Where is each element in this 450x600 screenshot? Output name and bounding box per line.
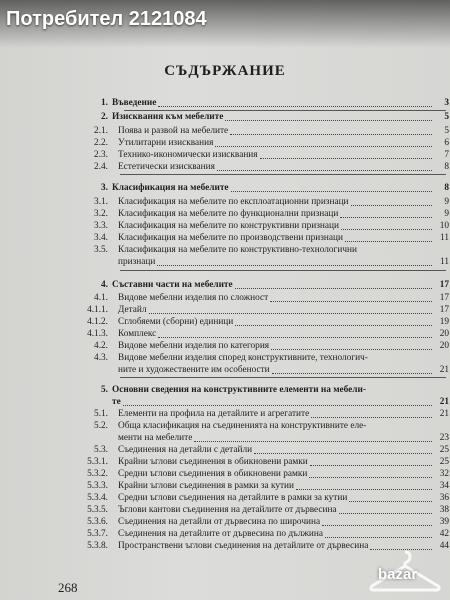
toc-entry-title: Естетически изисквания [118,162,215,172]
toc-entry-title: Класификация на мебелите [112,183,229,193]
toc-entry [0,196,450,208]
toc-entry [0,420,450,432]
toc-entry-number: 2.1. [94,126,108,136]
toc-entry-title: Пространствени ъглови съединения на детайлите от дървесина [118,541,369,551]
toc-entry-page: 17 [439,293,449,303]
toc-entry-title: Класификация на мебелите по производствени признаци [118,233,343,243]
toc-entry-number: 5.3.4. [87,493,108,503]
toc-entry [0,232,450,244]
toc-entry-number: 5.3. [94,445,108,455]
toc-entry-page: 20 [439,341,449,351]
toc-entry [0,304,450,316]
toc-entry-page: 11 [440,233,449,243]
toc-entry-title: Обща класификация на съединенията на конструктивните еле- [118,421,367,431]
toc-entry-number: 3.5. [94,245,108,255]
toc-entry-title: Съединения на детайли с детайли [118,445,253,455]
toc-entry-title: Видове мебелни изделия по сложност [118,293,269,303]
toc-entry [0,468,450,480]
toc-entry [0,480,450,492]
toc-entry-page: 8 [444,183,449,193]
toc-entry-number: 5. [101,385,108,395]
user-watermark: Потребител 2121084 [6,8,207,30]
toc-entry-page: 19 [439,317,449,327]
toc-entry-number: 4.1. [94,293,108,303]
toc-entry [0,279,450,291]
toc-entry [0,161,450,173]
toc-entry [0,492,450,504]
toc-entry-number: 3.1. [94,197,108,207]
toc-entry-page: 23 [439,433,449,443]
toc-entry [0,137,450,149]
toc-entry-number: 2. [101,112,108,122]
toc-entry-page: 8 [444,162,449,172]
toc-entry [0,256,450,268]
toc-entry-page: 42 [439,529,449,539]
toc-entry-title: Видове мебелни изделия според конструктивните, технологич- [118,353,368,363]
toc-entry-number: 2.3. [94,150,108,160]
toc-entry-page: 20 [439,329,449,339]
toc-entry [0,97,450,109]
toc-entry [0,220,450,232]
toc-entry [0,528,450,540]
toc-entry-title: Съединения на детайли от дървесина по широчина [118,517,321,527]
section-rule [120,270,446,271]
toc-entry-page: 25 [439,445,449,455]
toc-entry [0,408,450,420]
toc-entry-number: 1. [101,98,108,108]
toc-entry-number: 5.3.5. [87,505,108,515]
toc-entry-page: 10 [439,221,449,231]
page-number: 268 [58,580,78,595]
toc-entry-number: 4.1.3. [87,329,108,339]
toc-entry-page: 5 [444,112,449,122]
toc-entry-number: 3. [101,183,108,193]
toc-entry-number: 3.4. [94,233,108,243]
toc-entry-number: 5.3.6. [87,517,108,527]
toc-entry-title: Средни ъглови съединения в обикновени рамки [118,469,308,479]
toc-entry-title: Съставни части на мебелите [112,280,233,290]
toc-entry-number: 5.2. [94,421,108,431]
toc-entry-number: 5.3.1. [87,457,108,467]
logo-label: bazar [378,566,418,583]
toc-entry [0,444,450,456]
toc-entry-page: 36 [439,493,449,503]
toc-entry-title: Класификация на мебелите по експлоатационни признаци [118,197,349,207]
toc-entry-number: 4.1.1. [87,305,108,315]
toc-entry [0,516,450,528]
toc-entry [0,125,450,137]
toc-entry-number: 5.3.2. [87,469,108,479]
toc-entry-page: 34 [439,481,449,491]
toc-entry-title: менти на мебелите [118,433,193,443]
toc-entry [0,292,450,304]
toc-entry [0,208,450,220]
toc-entry [0,328,450,340]
toc-entry-title: ните и художествените им особености [118,365,270,375]
toc-entry-title: Елементи на профила на детайлите и агрегатите [118,409,310,419]
toc-entry [0,244,450,256]
toc-entry-number: 2.4. [94,162,108,172]
toc-entry-title: Видове мебелни изделия по категория [118,341,270,351]
toc-entry-number: 5.1. [94,409,108,419]
toc-entry-title: Класификация на мебелите по конструктивни признаци [118,221,339,231]
toc-entry-page: 9 [444,197,449,207]
toc-entry-page: 6 [444,138,449,148]
toc-entry [0,111,450,123]
toc-entry-page: 21 [439,365,449,375]
toc-entry-page: 39 [439,517,449,527]
section-rule [120,174,446,175]
toc-entry-page: 32 [439,469,449,479]
toc-entry-page: 17 [439,280,449,290]
toc-entry-title: Съединения на детайлите от дървесина по дължина [118,529,324,539]
toc-entry-page: 21 [439,397,449,407]
toc-entry-number: 4.1.2. [87,317,108,327]
toc-entry-number: 4. [101,280,108,290]
toc-entry-title: Крайни ъглови съединения в рамки за кутии [118,481,295,491]
toc-entry [0,384,450,396]
toc-entry-page: 7 [444,150,449,160]
toc-entry-number: 3.3. [94,221,108,231]
toc-entry-title: Класификация на мебелите по конструктивно-технологични [118,245,357,255]
toc-entry-number: 4.3. [94,353,108,363]
toc-entry-title: Крайни ъглови съединения в обикновени рамки [118,457,308,467]
toc-entry [0,432,450,444]
toc-entry [0,396,450,408]
toc-entry [0,504,450,516]
toc-entry-title: Ъглови кантови съединения на детайлите от дървесина [118,505,337,515]
toc-entry-number: 5.3.7. [87,529,108,539]
toc-entry [0,352,450,364]
toc-entry-page: 3 [444,98,449,108]
toc-entry-title: Сглобяеми (сборни) единици [118,317,234,327]
toc-entry-page: 9 [444,209,449,219]
toc-entry-title: Въведение [112,98,157,108]
toc-entry-title: те [112,397,121,407]
toc-entry-page: 11 [440,257,449,267]
toc-entry-number: 3.2. [94,209,108,219]
page-title: СЪДЪРЖАНИЕ [164,63,286,79]
toc-entry [0,340,450,352]
section-rule [120,377,446,378]
toc-entry-title: Утилитарни изисквания [118,138,214,148]
toc-entry [0,182,450,194]
toc-entry-page: 17 [439,305,449,315]
toc-entry-title: Изисквания към мебелите [112,112,224,122]
toc-entry-page: 25 [439,457,449,467]
toc-entry-page: 5 [444,126,449,136]
toc-entry-page: 44 [439,541,449,551]
toc-entry [0,316,450,328]
toc-entry [0,456,450,468]
toc-entry-title: Класификация на мебелите по функционални признаци [118,209,339,219]
toc-entry-number: 4.2. [94,341,108,351]
toc-entry [0,149,450,161]
toc-entry-title: Технико-икономически изисквания [118,150,258,160]
toc-entry-page: 21 [439,409,449,419]
toc-entry-title: Средни ъглови съединения на детайлите в рамки за кутии [118,493,348,503]
toc-entry-number: 2.2. [94,138,108,148]
toc-entry-title: Детайл [118,305,147,315]
toc-entry-page: 38 [439,505,449,515]
toc-entry-title: признаци [118,257,156,267]
toc-entry-title: Поява и развой на мебелите [118,126,229,136]
toc-entry-title: Комплекс [118,329,157,339]
section-rule [124,110,446,111]
toc-entry [0,364,450,376]
toc-entry-title: Основни сведения на конструктивните елементи на мебели- [112,385,366,395]
toc-entry-number: 5.3.3. [87,481,108,491]
toc-entry-number: 5.3.8. [87,541,108,551]
